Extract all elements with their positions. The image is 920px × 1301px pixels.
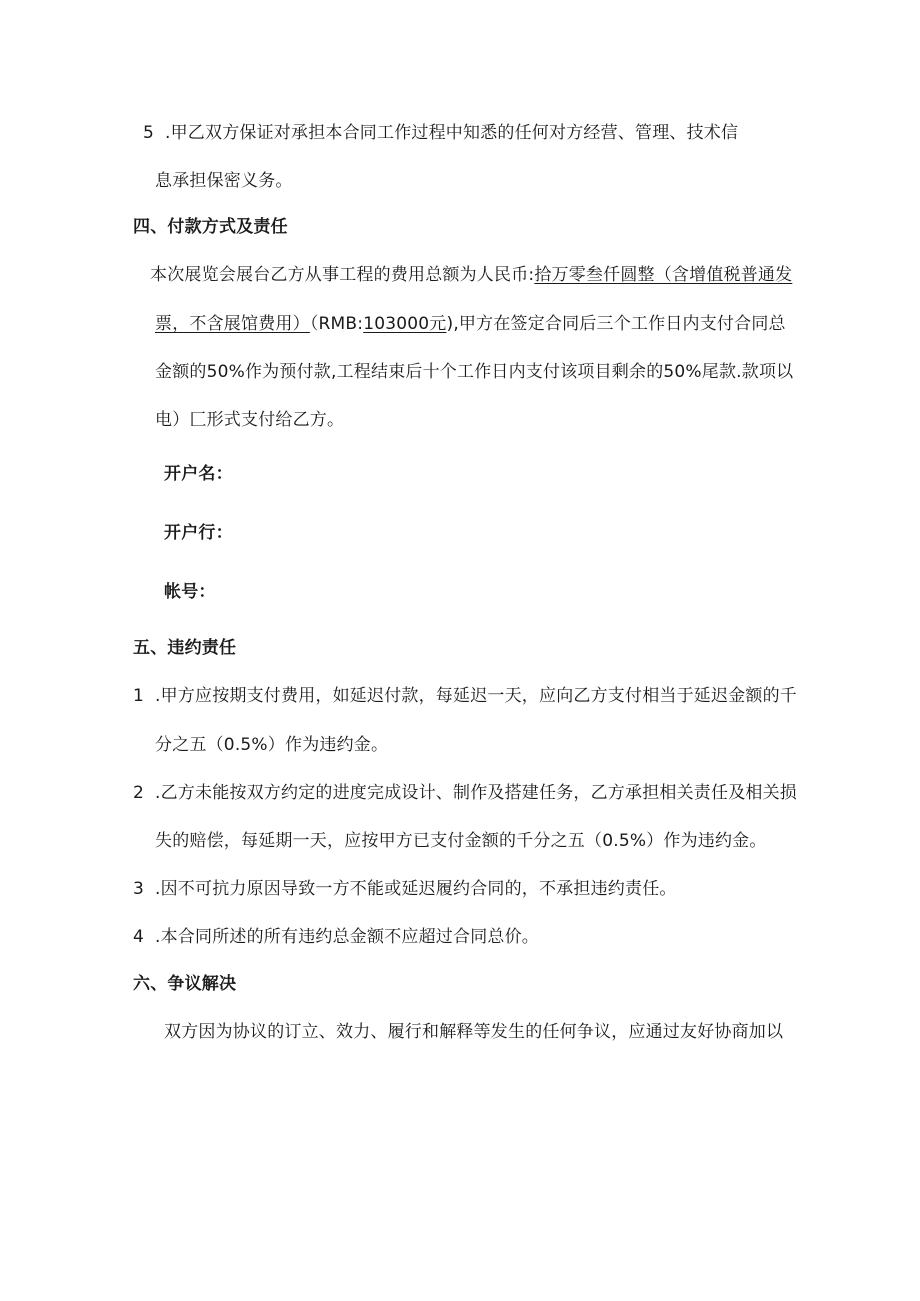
clause-number: 5 xyxy=(143,123,155,143)
payment-text: ),甲方在签定合同后三个工作日内支付合同总 xyxy=(446,314,786,334)
clause-number: 2 xyxy=(133,783,145,803)
dispute-paragraph-line1: 双方因为协议的订立、效力、履行和解释等发生的任何争议，应通过友好协商加以 xyxy=(164,1022,784,1042)
liability-item-4 xyxy=(133,926,539,948)
payment-paragraph-line3: 金额的50%作为预付款,工程结束后十个工作日内支付该项目剩余的50%尾款.款项以 xyxy=(155,362,794,382)
bank-label: 开户行： xyxy=(164,523,233,543)
payment-paragraph-line4: 电）匚形式支付给乙方。 xyxy=(155,410,345,430)
amount-in-words-cont: 票，不含展馆费用） xyxy=(155,314,310,334)
clause-number: 3 xyxy=(133,879,145,899)
payment-paragraph-line2 xyxy=(155,313,786,335)
amount-in-words: 拾万零叁仟圆整（含增值税普通发 xyxy=(534,265,793,285)
clause-text: .因不可抗力原因导致一方不能或延迟履约合同的，不承担违约责任。 xyxy=(155,879,677,899)
clause-5-line2: 息承担保密义务。 xyxy=(155,171,293,191)
account-name-label: 开户名： xyxy=(164,464,233,484)
amount-in-number: 103000元 xyxy=(363,314,447,334)
payment-text: （RMB: xyxy=(309,314,364,334)
liability-item-3 xyxy=(133,878,677,900)
liability-item-1-line2: 分之五（0.5%）作为违约金。 xyxy=(155,735,389,755)
clause-number: 1 xyxy=(133,686,145,706)
clause-text: .乙方未能按双方约定的进度完成设计、制作及搭建任务，乙方承担相关责任及相关损 xyxy=(155,783,798,803)
clause-text: .甲方应按期支付费用，如延迟付款，每延迟一天，应向乙方支付相当于延迟金额的千 xyxy=(155,686,798,706)
liability-item-2-line2: 失的赔偿，每延期一天，应按甲方已支付金额的千分之五（0.5%）作为违约金。 xyxy=(155,831,767,851)
account-number-label: 帐号： xyxy=(164,582,216,602)
clause-number: 4 xyxy=(133,927,145,947)
payment-paragraph-line1 xyxy=(150,264,792,286)
section-heading-dispute: 六、争议解决 xyxy=(133,974,237,994)
clause-5-line1 xyxy=(143,122,738,144)
clause-text: .本合同所述的所有违约总金额不应超过合同总价。 xyxy=(155,927,540,947)
clause-text: .甲乙双方保证对承担本合同工作过程中知悉的任何对方经营、管理、技术信 xyxy=(165,123,739,143)
liability-item-1-line1 xyxy=(133,685,797,707)
section-heading-liability: 五、违约责任 xyxy=(133,638,237,658)
payment-text: 本次展览会展台乙方从事工程的费用总额为人民币: xyxy=(150,265,535,285)
section-heading-payment: 四、付款方式及责任 xyxy=(133,217,288,237)
liability-item-2-line1 xyxy=(133,782,797,804)
